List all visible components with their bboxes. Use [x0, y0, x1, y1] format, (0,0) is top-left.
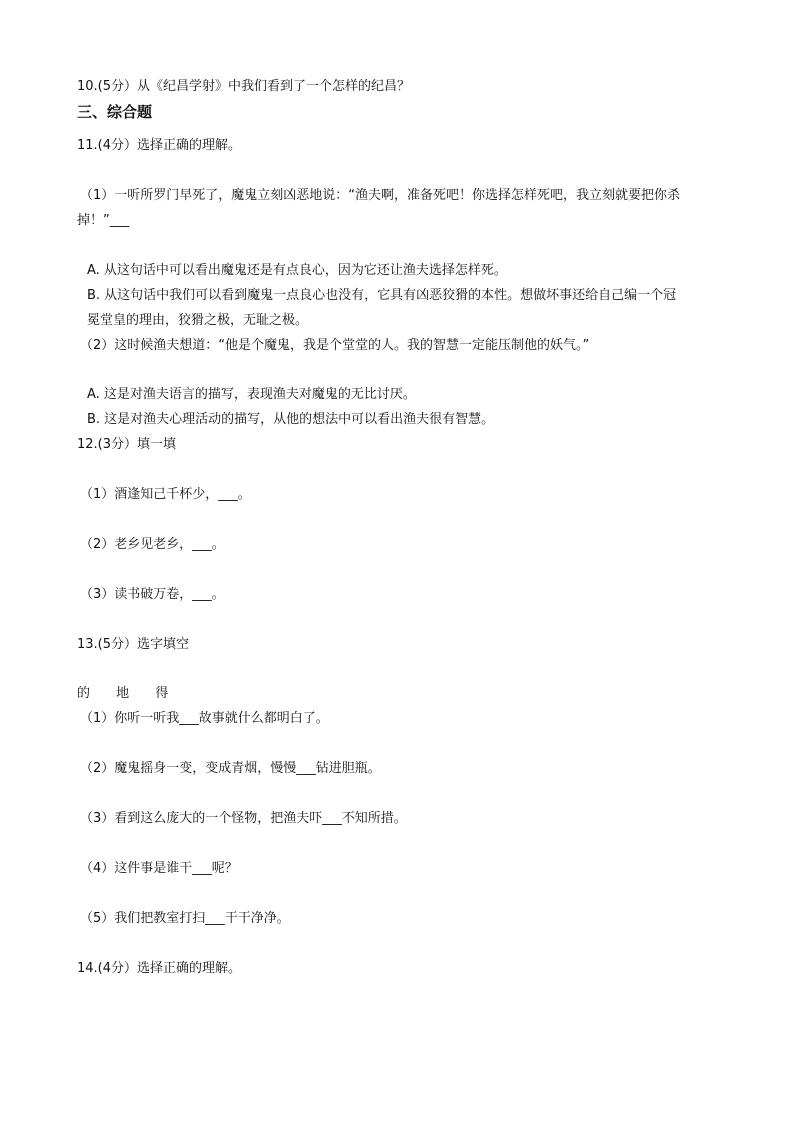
q11-part1-line2: 掉！”___ [77, 213, 130, 228]
q13-item-4: （4）这件事是谁干___呢？ [80, 861, 238, 876]
q11-part2-line1: （2）这时候渔夫想道：“他是个魔鬼，我是个堂堂的人。我的智慧一定能压制他的妖气。” [80, 338, 590, 353]
word-bank-item: 得 [155, 686, 169, 701]
q13-item-1: （1）你听一听我___故事就什么都明白了。 [80, 711, 329, 726]
q12-item-3: （3）读书破万卷，___。 [80, 587, 225, 602]
word-bank-item: 地 [116, 686, 130, 701]
word-bank-item: 的 [77, 686, 91, 701]
q11-part1-option-b[interactable]: B. 从这句话中我们可以看到魔鬼一点良心也没有，它具有凶恶狡猾的本性。想做坏事还给自己编一个冠 [87, 288, 677, 303]
q11-part1-option-a[interactable]: A. 从这句话中可以看出魔鬼还是有点良心，因为它还让渔夫选择怎样死。 [87, 263, 507, 278]
section-title: 三、综合题 [77, 103, 153, 121]
q10-header: 10.(5分）从《纪昌学射》中我们看到了一个怎样的纪昌？ [77, 79, 411, 94]
q12-header: 12.(3分）填一填 [77, 437, 177, 452]
q14-header: 14.(4分）选择正确的理解。 [77, 961, 242, 976]
q13-item-2: （2）魔鬼摇身一变，变成青烟，慢慢___钻进胆瓶。 [80, 761, 381, 776]
q13-header: 13.(5分）选字填空 [77, 637, 190, 652]
q11-header: 11.(4分）选择正确的理解。 [77, 138, 242, 153]
q12-item-1: （1）酒逢知己千杯少，___。 [80, 487, 251, 502]
q13-item-5: （5）我们把教室打扫___干干净净。 [80, 911, 290, 926]
q11-part1-line1: （1）一听所罗门早死了，魔鬼立刻凶恶地说：“渔夫啊，准备死吧！你选择怎样死吧，我立刻就要把你杀 [80, 188, 681, 203]
q12-item-2: （2）老乡见老乡，___。 [80, 537, 225, 552]
q11-part2-option-a[interactable]: A. 这是对渔夫语言的描写，表现渔夫对魔鬼的无比讨厌。 [87, 387, 416, 402]
q13-word-bank [77, 684, 190, 704]
q13-item-3: （3）看到这么庞大的一个怪物，把渔夫吓___不知所措。 [80, 811, 407, 826]
q11-part2-option-b[interactable]: B. 这是对渔夫心理活动的描写，从他的想法中可以看出渔夫很有智慧。 [87, 412, 495, 427]
q11-part1-option-b-cont: 冕堂皇的理由，狡猾之极，无耻之极。 [87, 313, 309, 328]
